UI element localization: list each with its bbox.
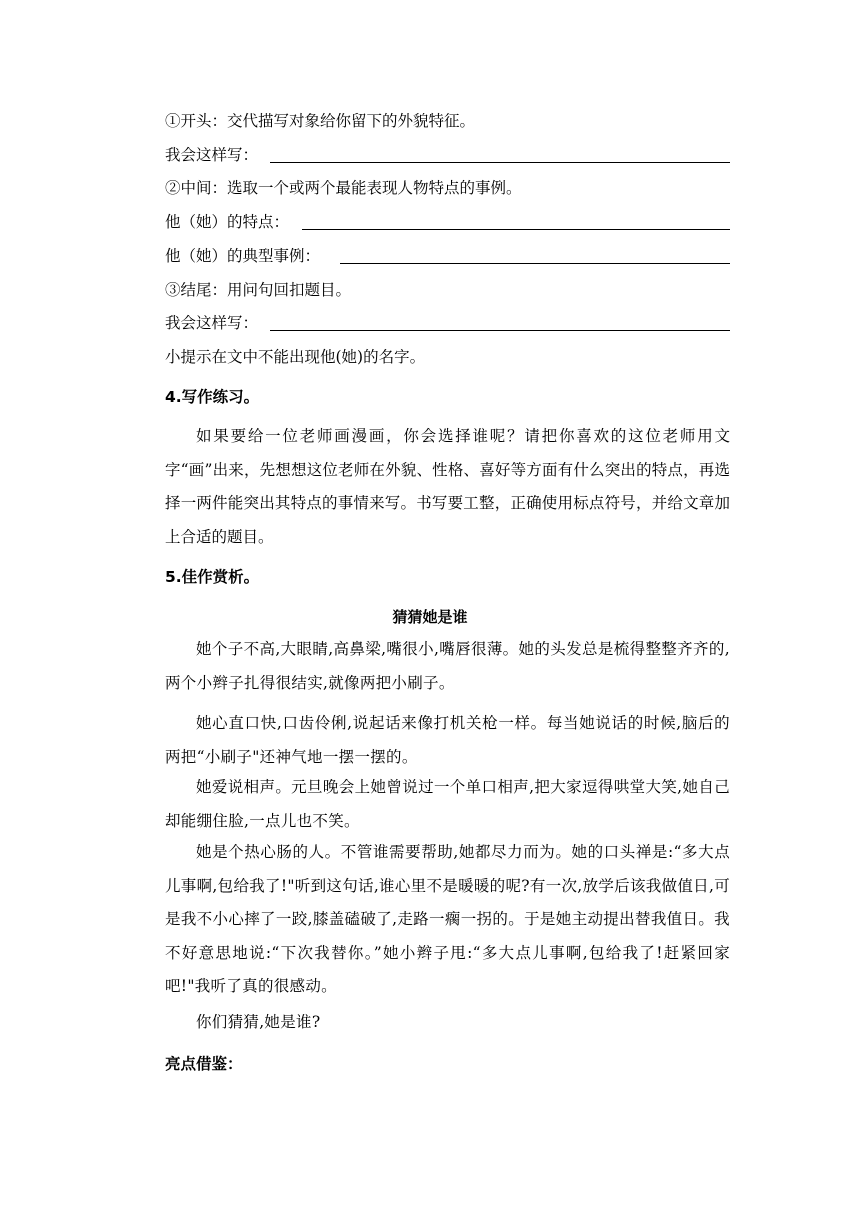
essay-paragraph: 她是个热心肠的人。不管谁需要帮助,她都尽力而为。她的口头禅是:“多大点儿事啊,包给我了!"听到这句话,谁心里不是暖暖的呢?有一次,放学后该我做值日,可是我不小心摔了一跤,膝盖磕破了,走路一瘸一拐的。于是她主动提出替我值日。我不好意思地说:“下次我替你。”她小辫子甩:“多大点儿事啊,包给我了!赶紧回家吧!"我听了真的很感动。 — [165, 843, 730, 995]
outline-middle: ②中间：选取一个或两个最能表现人物特点的事例。 — [165, 179, 522, 197]
practice-text: 如果要给一位老师画漫画，你会选择谁呢？请把你喜欢的这位老师用文字“画”出来，先想想这位老师在外貌、性格、喜好等方面有什么突出的特点，再选择一两件能突出其特点的事情来写。书写要工整，正确使用标点符号，并给文章加上合适的题目。 — [165, 427, 730, 546]
ending-answer-line[interactable] — [270, 330, 730, 331]
opening-write-label: 我会这样写： — [165, 146, 259, 164]
highlights-heading: 亮点借鉴： — [165, 1055, 243, 1073]
essay-paragraph: 她心直口快,口齿伶俐,说起话来像打机关枪一样。每当她说话的时候,脑后的两把“小刷子"还神气地一摆一摆的。 — [165, 714, 730, 766]
tip-text: 小提示在文中不能出现他(她)的名字。 — [165, 348, 426, 366]
essay-paragraph: 她爱说相声。元旦晚会上她曾说过一个单口相声,把大家逗得哄堂大笑,她自己却能绷住脸,一点儿也不笑。 — [165, 778, 730, 830]
example-answer-line[interactable] — [340, 263, 730, 264]
appreciation-heading: 5.佳作赏析。 — [165, 568, 260, 586]
essay-paragraph: 你们猜猜,她是谁? — [196, 1013, 321, 1031]
ending-write-label: 我会这样写： — [165, 314, 259, 332]
opening-answer-line[interactable] — [270, 162, 730, 163]
example-label: 他（她）的典型事例： — [165, 247, 321, 265]
traits-label: 他（她）的特点： — [165, 213, 290, 231]
practice-heading: 4.写作练习。 — [165, 388, 260, 406]
traits-answer-line[interactable] — [302, 229, 730, 230]
outline-opening: ①开头：交代描写对象给你留下的外貌特征。 — [165, 112, 476, 130]
essay-paragraph: 她个子不高,大眼睛,高鼻梁,嘴很小,嘴唇很薄。她的头发总是梳得整整齐齐的,两个小辫子扎得很结实,就像两把小刷子。 — [165, 640, 730, 692]
outline-ending: ③结尾：用问句回扣题目。 — [165, 281, 352, 299]
essay-title: 猜猜她是谁 — [392, 608, 468, 626]
